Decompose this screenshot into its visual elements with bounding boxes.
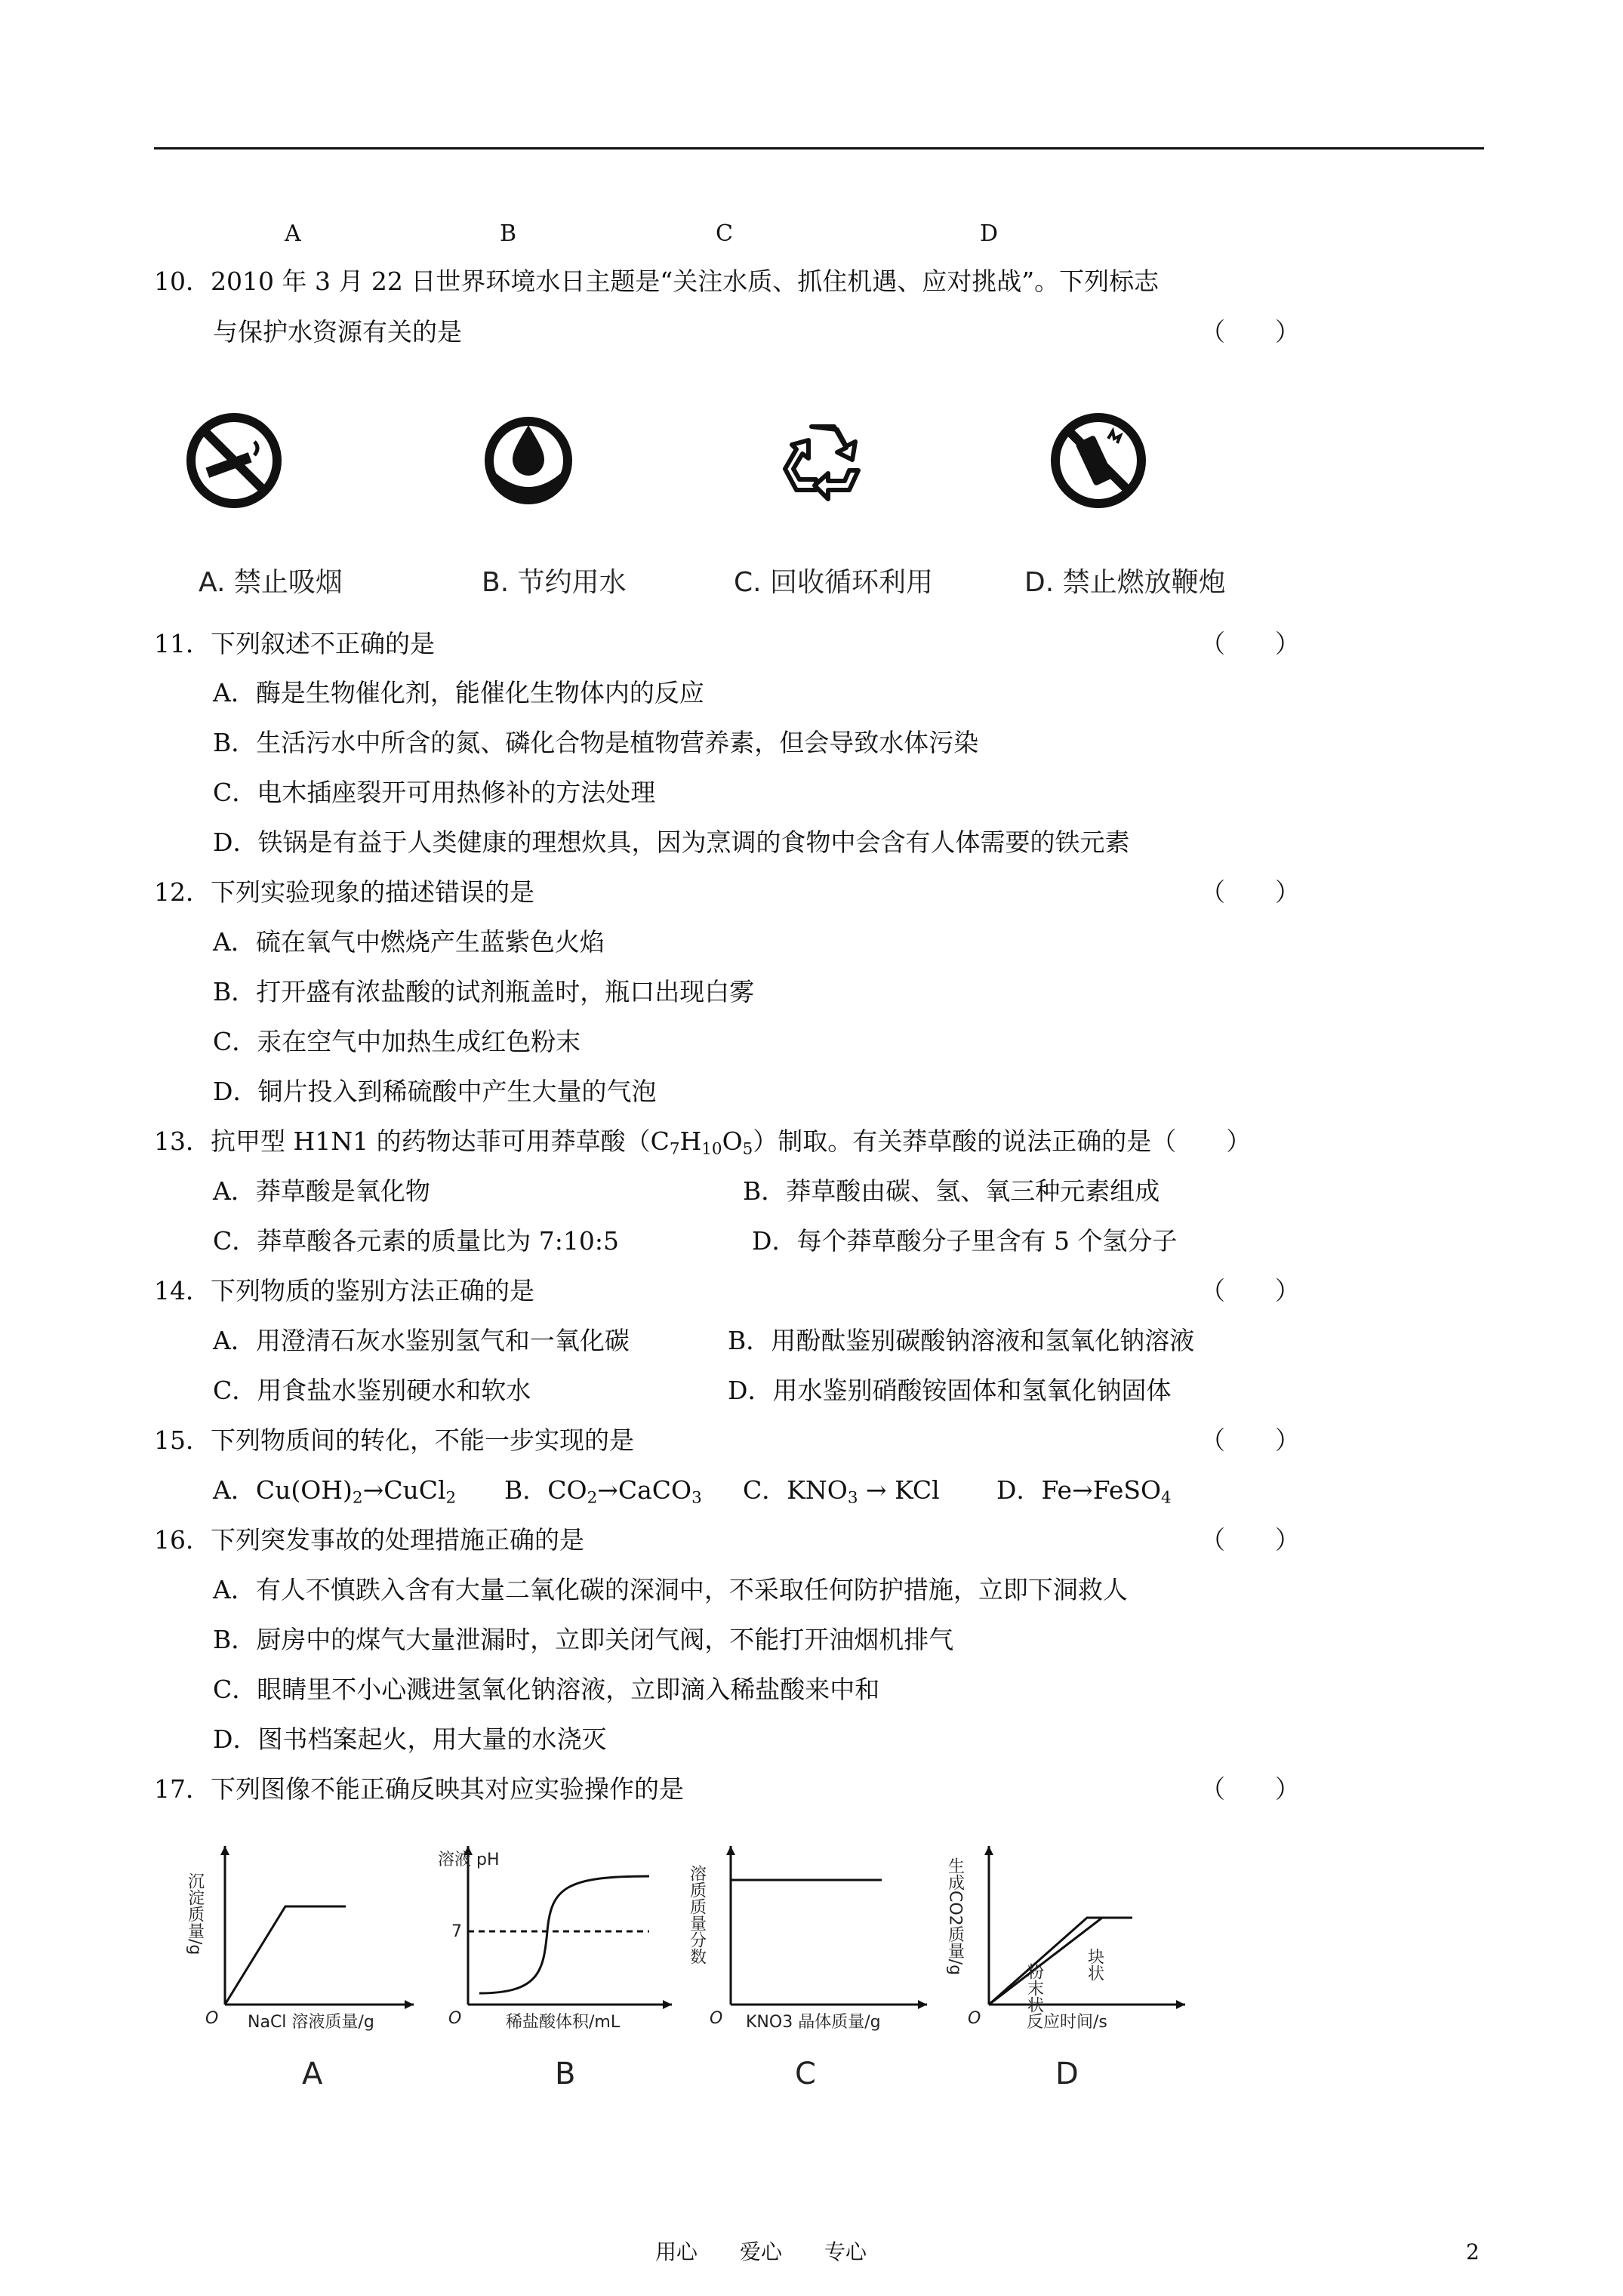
graph-d-series-lump: 块状 xyxy=(1085,1948,1104,1981)
graph-b-ylabel: 溶液 pH xyxy=(438,1851,500,1869)
graph-d-ylabel: 生成CO2质量/g xyxy=(945,1857,965,1976)
q15-option-d: D．Fe→FeSO$_4$ xyxy=(996,1475,1172,1508)
top-letter-c: C xyxy=(716,220,733,247)
graph-b-letter: B xyxy=(555,2057,576,2091)
q15-option-b: B．$CO_2\to CaCO_3$ xyxy=(504,1475,702,1508)
q10-option-b-label: B. 节约用水 xyxy=(482,567,627,598)
q12-answer-paren: （ ） xyxy=(1200,877,1300,907)
q13-option-a: A．莽草酸是氧化物 xyxy=(213,1176,430,1206)
graph-d-series-powder: 粉末状 xyxy=(1024,1963,1044,2013)
q16-option-c: C．眼睛里不小心溅进氢氧化钠溶液，立即滴入稀盐酸来中和 xyxy=(213,1675,880,1704)
q15-option-c: C．$KNO_3$ → KCl xyxy=(743,1475,940,1508)
q13-option-b: B．莽草酸由碳、氢、氧三种元素组成 xyxy=(743,1176,1160,1206)
q12-option-b: B．打开盛有浓盐酸的试剂瓶盖时，瓶口出现白雾 xyxy=(213,977,755,1006)
q13-option-c: C．莽草酸各元素的质量比为 7:10:5 xyxy=(213,1226,619,1256)
graph-d-lump-curve xyxy=(989,1918,1132,2005)
page-number: 2 xyxy=(1466,2239,1480,2264)
q12-stem: 12．下列实验现象的描述错误的是 xyxy=(154,877,534,907)
q13-option-d: D．每个莽草酸分子里含有 5 个氢分子 xyxy=(752,1226,1178,1256)
q11-option-b: B．生活污水中所含的氮、磷化合物是植物营养素，但会导致水体污染 xyxy=(213,728,979,757)
graph-d-origin: O xyxy=(968,2009,981,2028)
header-rule xyxy=(154,147,1484,149)
q15-answer-paren: （ ） xyxy=(1200,1425,1300,1455)
graph-b-curve xyxy=(479,1876,649,1993)
q14-option-b: B．用酚酞鉴别碳酸钠溶液和氢氧化钠溶液 xyxy=(728,1326,1195,1355)
graph-b-xlabel: 稀盐酸体积/mL xyxy=(506,2013,621,2032)
q11-answer-paren: （ ） xyxy=(1200,629,1300,658)
q10-stem-line1: 10．2010 年 3 月 22 日世界环境水日主题是“关注水质、抓住机遇、应对挑战”。下列标志 xyxy=(154,267,1160,296)
graph-a-origin: O xyxy=(205,2009,219,2028)
q11-option-a: A．酶是生物催化剂，能催化生物体内的反应 xyxy=(213,678,704,707)
water-saving-icon xyxy=(479,411,577,510)
graph-d-powder-curve xyxy=(989,1918,1132,2005)
q10-option-a-label: A. 禁止吸烟 xyxy=(199,567,343,598)
q10-option-d-label: D. 禁止燃放鞭炮 xyxy=(1024,567,1226,598)
q14-stem: 14．下列物质的鉴别方法正确的是 xyxy=(154,1276,534,1305)
q16-option-b: B．厨房中的煤气大量泄漏时，立即关闭气阀，不能打开油烟机排气 xyxy=(213,1625,954,1654)
graph-a-curve xyxy=(225,1906,346,2005)
graph-a-letter: A xyxy=(302,2057,323,2091)
no-smoking-icon xyxy=(185,411,283,510)
graph-c-origin: O xyxy=(710,2009,723,2028)
q10-answer-paren: （ ） xyxy=(1200,317,1300,347)
q16-option-a: A．有人不慎跌入含有大量二氧化碳的深洞中，不采取任何防护措施，立即下洞救人 xyxy=(213,1575,1128,1604)
top-letter-a: A xyxy=(285,220,301,247)
q14-answer-paren: （ ） xyxy=(1200,1276,1300,1305)
graph-c-xlabel: KNO3 晶体质量/g xyxy=(746,2013,881,2032)
graph-c-letter: C xyxy=(795,2057,816,2091)
q14-option-c: C．用食盐水鉴别硬水和软水 xyxy=(213,1376,531,1405)
graph-b-origin: O xyxy=(448,2009,462,2028)
q16-answer-paren: （ ） xyxy=(1200,1525,1300,1555)
graph-a xyxy=(185,1842,421,2039)
graph-c xyxy=(687,1842,935,2039)
top-letter-b: B xyxy=(500,220,517,247)
q11-option-c: C．电木插座裂开可用热修补的方法处理 xyxy=(213,778,656,807)
no-firecracker-icon xyxy=(1049,411,1147,510)
q10-stem-line2: 与保护水资源有关的是 xyxy=(213,317,462,347)
graph-d-letter: D xyxy=(1055,2057,1079,2091)
q12-option-c: C．汞在空气中加热生成红色粉末 xyxy=(213,1027,581,1056)
top-letter-d: D xyxy=(980,220,999,247)
q15-option-a: A．$Cu(OH)_2\to CuCl_2$ xyxy=(213,1475,457,1508)
q15-stem: 15．下列物质间的转化，不能一步实现的是 xyxy=(154,1425,634,1455)
q17-stem: 17．下列图像不能正确反映其对应实验操作的是 xyxy=(154,1774,684,1804)
graph-b-ytick-7: 7 xyxy=(451,1922,462,1941)
graph-a-xlabel: NaCl 溶液质量/g xyxy=(248,2013,374,2032)
q14-option-d: D．用水鉴别硝酸铵固体和氢氧化钠固体 xyxy=(728,1376,1172,1405)
graph-d xyxy=(945,1842,1193,2039)
graph-b xyxy=(438,1842,679,2039)
q12-option-d: D．铜片投入到稀硫酸中产生大量的气泡 xyxy=(213,1077,657,1106)
q17-answer-paren: （ ） xyxy=(1200,1774,1300,1804)
q13-stem: 13．抗甲型 H1N1 的药物达菲可用莽草酸$(C_7H_{10}O_5)$制取。有关莽草酸的说法正确的是（ ） xyxy=(154,1126,1252,1159)
graph-d-xlabel: 反应时间/s xyxy=(1027,2013,1107,2032)
q12-option-a: A．硫在氧气中燃烧产生蓝紫色火焰 xyxy=(213,927,605,957)
graph-a-ylabel: 沉淀质量/g xyxy=(185,1872,205,1955)
graph-c-ylabel: 溶质质量分数 xyxy=(687,1865,707,1965)
q11-option-d: D．铁锅是有益于人类健康的理想炊具，因为烹调的食物中会含有人体需要的铁元素 xyxy=(213,827,1130,857)
q10-option-c-label: C. 回收循环利用 xyxy=(734,567,934,598)
q11-stem: 11．下列叙述不正确的是 xyxy=(154,629,435,658)
q14-option-a: A．用澄清石灰水鉴别氢气和一氧化碳 xyxy=(213,1326,630,1355)
footer-motto: 用心 爱心 专心 xyxy=(655,2239,867,2264)
q16-stem: 16．下列突发事故的处理措施正确的是 xyxy=(154,1525,584,1555)
recycle-icon xyxy=(774,411,872,510)
q16-option-d: D．图书档案起火，用大量的水浇灭 xyxy=(213,1724,607,1754)
